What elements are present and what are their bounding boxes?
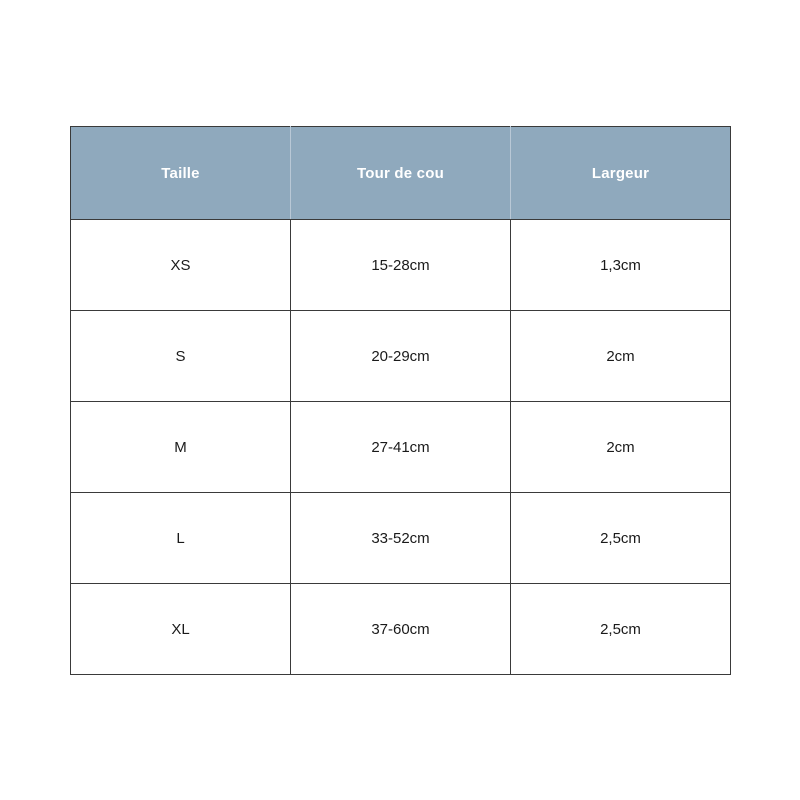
table-row <box>71 311 731 402</box>
cell-largeur: 2,5cm <box>511 493 731 584</box>
table-header-row <box>71 127 731 220</box>
table-row <box>71 220 731 311</box>
table-row <box>71 584 731 675</box>
size-chart-table <box>70 126 731 675</box>
cell-largeur: 2,5cm <box>511 584 731 675</box>
cell-tour-de-cou: 20-29cm <box>291 311 511 402</box>
cell-largeur: 2cm <box>511 402 731 493</box>
cell-tour-de-cou: 27-41cm <box>291 402 511 493</box>
cell-tour-de-cou: 33-52cm <box>291 493 511 584</box>
cell-taille: S <box>71 311 291 402</box>
cell-taille: M <box>71 402 291 493</box>
column-header-largeur: Largeur <box>511 127 731 220</box>
cell-tour-de-cou: 15-28cm <box>291 220 511 311</box>
cell-largeur: 1,3cm <box>511 220 731 311</box>
column-header-tour-de-cou: Tour de cou <box>291 127 511 220</box>
cell-taille: L <box>71 493 291 584</box>
cell-taille: XS <box>71 220 291 311</box>
table-row <box>71 493 731 584</box>
cell-tour-de-cou: 37-60cm <box>291 584 511 675</box>
table-row <box>71 402 731 493</box>
table-header <box>71 127 731 220</box>
column-header-taille: Taille <box>71 127 291 220</box>
cell-largeur: 2cm <box>511 311 731 402</box>
table-body <box>71 220 731 675</box>
size-chart-container <box>70 126 730 675</box>
cell-taille: XL <box>71 584 291 675</box>
